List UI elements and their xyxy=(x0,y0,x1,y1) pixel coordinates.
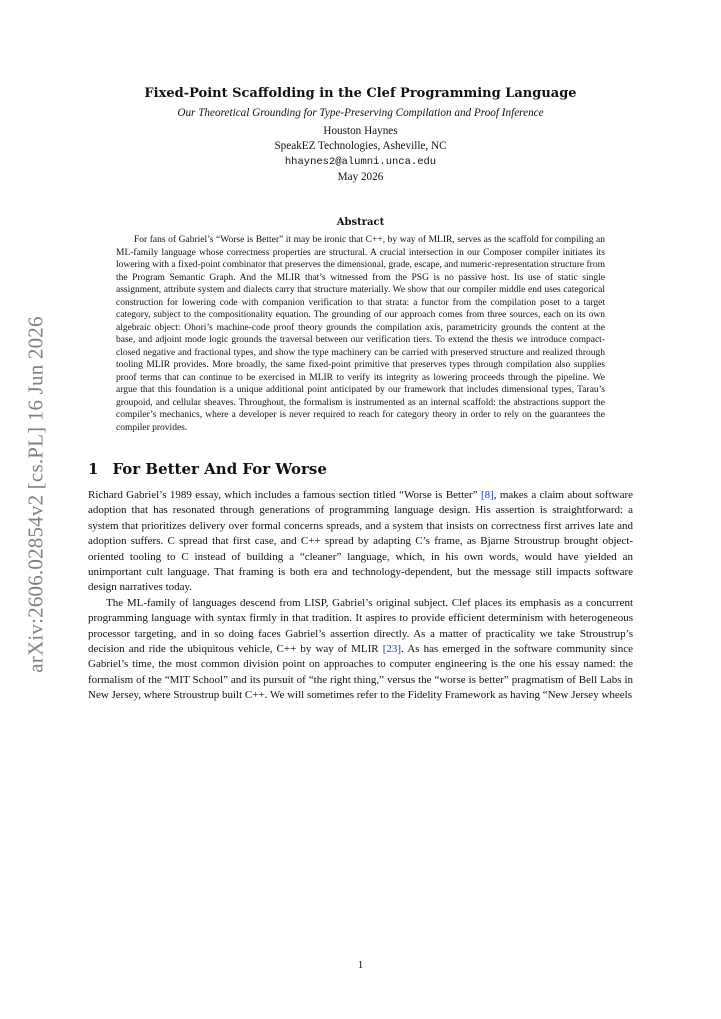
page-number: 1 xyxy=(357,959,364,971)
p1-text-a: Richard Gabriel’s 1989 essay, which includes a famous section titled “Worse is Better” xyxy=(88,489,481,501)
paper-page xyxy=(88,86,633,704)
p2-text-a: The ML-family of languages descend from LISP, Gabriel’s original subject. Clef places its emphasis as a concurrent programming language with syntax firmly in that tradition. It aspires to provide efficient determinism with heterogeneous processor targeting, and in so doing faces Gabriel’s assertion directly. As a matter of practicality we take Stroustrup’s decision and ride the ubiquitous vehicle, C++ by way of MLIR xyxy=(88,596,633,656)
author-email xyxy=(88,155,633,168)
p2-text-b: . As has emerged in the software community since Gabriel’s time, the most common division point on approaches to computer engineering is the one his essay named: the formalism of the “MIT School” and its pursuit of “the right thing,” versus the “worse is better” pragmatism of Bell Labs in New Jersey, where Stroustrup built C++. We will sometimes refer to the Fidelity Framework as having “New Jersey wheels xyxy=(88,643,633,702)
paper-title: Fixed-Point Scaffolding in the Clef Programming Language xyxy=(144,86,577,101)
arxiv-watermark xyxy=(24,298,48,690)
section-number: 1 xyxy=(88,460,99,478)
abstract-text: For fans of Gabriel’s “Worse is Better” it may be ironic that C++, by way of MLIR, serves as the scaffold for compiling an ML-family language whose correctness properties are structural. A crucial intersection in our Composer compiler initiates its lowering with a fixed-point combinator that preserves the dimensional, grade, escape, and numeric-representation structure from the Program Semantic Graph. And the MLIR that’s witnessed from the PSG is no passive host. Its use of static single assignment, attribute system and dialects carry that structure materially. We show that our compiler middle end uses categorical construction for lowering code with companion verification to that strata: a functor from the compilation poset to a target category, subject to the compositionality equation. The grounding of our approach comes from three sources, each on its own algebraic object: Ohori’s machine-code proof theory grounds the compilation axis, parametricity grounds the content at the base, and adjoint mode logic grounds the traversal between our verification tiers. To extend the thesis we introduce compact-closed negative and fractional types, and show the type machinery can be carried with preserved structure and realized through tooling MLIR provides. More broadly, the same fixed-point primitive that preserves types through compilation also supplies proof terms that can continue to be exercised in MLIR to verify its integrity as lowering proceeds through the pipeline. We argue that this foundation is a unique additional point anticipated by our framework that includes dimensional types, Tarau’s groupoid, and cellular sheaves. Throughout, the formalism is instrumented as an internal scaffold: the abstractions support the compiler’s mechanics, where a developer is never required to reach for category theory in order to rely on the guarantees the compiler provides. xyxy=(116,235,605,433)
body-paragraph-1 xyxy=(88,488,633,596)
paper-subtitle: Our Theoretical Grounding for Type-Preserving Compilation and Proof Inference xyxy=(177,107,544,119)
abstract-heading: Abstract xyxy=(336,217,385,228)
abstract-block xyxy=(116,217,605,434)
citation-link-23[interactable]: [23] xyxy=(382,643,402,656)
arxiv-identifier: arXiv:2606.02854v2 [cs.PL] 16 Jun 2026 xyxy=(23,315,48,673)
citation-link-8[interactable]: [8] xyxy=(480,489,494,501)
email-text: hhaynes2@alumni.unca.edu xyxy=(284,156,437,168)
p1-text-b: , makes a claim about software adoption that has resonated through generations of programming language design. His assertion is straightforward: a system that prioritizes delivery over formal concerns spreads, and a system that insists on correctness first arrives late and adoption suffers. C spread that first case, and C++ spread by adapting C’s frame, as Bjarne Stroustrup brought object-oriented tooling to C instead of building a “cleaner” language, which, in his own words, would have yielded an unimportant cult language. That framing is both era and technology-dependent, but the message still impacts software design narratives today. xyxy=(88,489,633,594)
author-affiliation: SpeakEZ Technologies, Asheville, NC xyxy=(274,140,447,152)
section-heading xyxy=(88,460,633,478)
section-body xyxy=(88,488,633,704)
author-name: Houston Haynes xyxy=(323,125,398,137)
paper-date: May 2026 xyxy=(337,171,384,183)
section-title: For Better And For Worse xyxy=(112,460,327,478)
body-paragraph-2 xyxy=(88,596,633,704)
